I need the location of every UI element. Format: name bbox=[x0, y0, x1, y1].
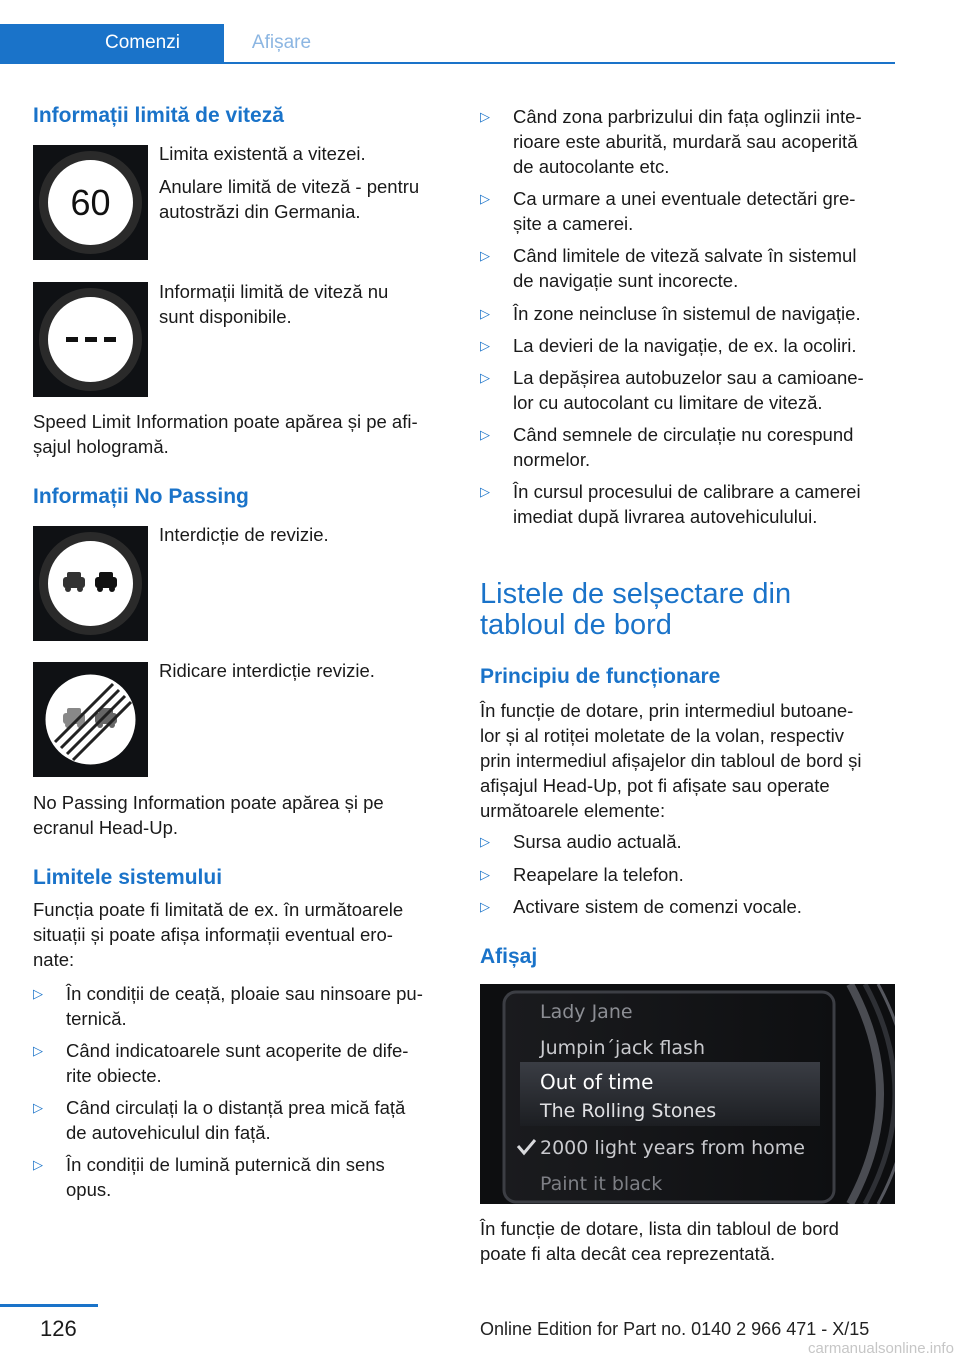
page-number: 126 bbox=[40, 1316, 77, 1341]
hud-nopass-text-a: No Passing Information poate apărea și pe bbox=[33, 792, 384, 813]
bullet-triangle-icon: ▷ bbox=[33, 1157, 43, 1172]
sign60-text-1: Limita existentă a vitezei. bbox=[159, 143, 366, 164]
principle-text-b: lor și al rotiței moletate de la volan, respectiv bbox=[480, 725, 845, 746]
tab-afisare[interactable]: Afișare bbox=[251, 32, 312, 53]
signdash-text-2: sunt disponibile. bbox=[159, 306, 292, 327]
heading-selection-lists-2: tabloul de bord bbox=[480, 609, 672, 641]
tab-comenzi[interactable]: Comenzi bbox=[0, 24, 224, 62]
bullet-triangle-icon: ▷ bbox=[33, 1043, 43, 1058]
speed-limit-unavailable-sign-image bbox=[33, 282, 148, 397]
bullet-triangle-icon: ▷ bbox=[480, 484, 490, 499]
heading-display: Afișaj bbox=[480, 945, 538, 968]
limits-text-b: situații și poate afișa informații eventual ero‐ bbox=[33, 924, 393, 945]
sign60-text-2b: autostrăzi din Germania. bbox=[159, 201, 361, 222]
bullet-triangle-icon: ▷ bbox=[480, 867, 490, 882]
bullet-triangle-icon: ▷ bbox=[480, 370, 490, 385]
heading-system-limits: Limitele sistemului bbox=[33, 866, 223, 889]
nopass-end-text: Ridicare interdicție revizie. bbox=[159, 660, 375, 681]
display-item-jumpin-jack-flash: Jumpin´jack flash bbox=[540, 1037, 705, 1059]
heading-no-passing-info: Informații No Passing bbox=[33, 485, 249, 508]
bullet-triangle-icon: ▷ bbox=[480, 338, 490, 353]
edition-text: Online Edition for Part no. 0140 2 966 471 - X/15 bbox=[480, 1319, 870, 1339]
bullet-triangle-icon: ▷ bbox=[480, 427, 490, 442]
display-item-paint-it-black: Paint it black bbox=[540, 1173, 663, 1195]
display-item-2000-light-years: 2000 light years from home bbox=[540, 1137, 805, 1159]
heading-selection-lists-1: Listele de selșectare din bbox=[480, 578, 792, 610]
bullet-triangle-icon: ▷ bbox=[480, 306, 490, 321]
bullet-triangle-icon: ▷ bbox=[480, 191, 490, 206]
display-item-lady-jane: Lady Jane bbox=[540, 1001, 633, 1023]
signdash-text-1: Informații limită de viteză nu bbox=[159, 281, 389, 302]
section-tabbar bbox=[0, 24, 895, 64]
bullet-triangle-icon: ▷ bbox=[33, 1100, 43, 1115]
limits-text-a: Funcția poate fi limitată de ex. în următoarele bbox=[33, 899, 404, 920]
bullet-triangle-icon: ▷ bbox=[480, 248, 490, 263]
sign-number-60: 60 bbox=[70, 182, 111, 223]
display-caption-a: În funcție de dotare, lista din tabloul de bord bbox=[480, 1218, 839, 1239]
heading-operating-principle: Principiu de funcționare bbox=[480, 665, 721, 688]
hud-speed-text-a: Speed Limit Information poate apărea și pe afi‐ bbox=[33, 411, 418, 432]
bullet-triangle-icon: ▷ bbox=[480, 109, 490, 124]
principle-text-c: prin intermediul afișajelor din tabloul de bord și bbox=[480, 750, 862, 771]
heading-speed-limit-info: Informații limită de viteză bbox=[33, 104, 284, 127]
instrument-cluster-list-image bbox=[480, 984, 895, 1204]
hud-speed-text-b: șajul hologramă. bbox=[33, 436, 169, 457]
end-no-passing-sign-image bbox=[33, 662, 148, 777]
display-item-out-of-time: Out of time bbox=[540, 1070, 654, 1094]
principle-text-d: afișajul Head-Up, pot fi afișate sau operate bbox=[480, 775, 830, 796]
principle-text-a: În funcție de dotare, prin intermediul butoane‐ bbox=[480, 700, 854, 721]
display-caption-b: poate fi alta decât cea reprezentată. bbox=[480, 1243, 776, 1264]
hud-nopass-text-b: ecranul Head-Up. bbox=[33, 817, 178, 838]
bullet-triangle-icon: ▷ bbox=[480, 834, 490, 849]
nopass-text: Interdicție de revizie. bbox=[159, 524, 329, 545]
no-passing-sign-image bbox=[33, 526, 148, 641]
speed-limit-60-sign-image bbox=[33, 145, 148, 260]
sign60-text-2a: Anulare limită de viteză - pentru bbox=[159, 176, 420, 197]
footer-accent-line bbox=[0, 1304, 98, 1307]
principle-text-e: următoarele elemente: bbox=[480, 800, 666, 821]
watermark: carmanualsonline.info bbox=[808, 1340, 954, 1357]
display-item-rolling-stones: The Rolling Stones bbox=[540, 1100, 717, 1122]
limits-text-c: nate: bbox=[33, 949, 75, 970]
bullet-triangle-icon: ▷ bbox=[33, 986, 43, 1001]
bullet-triangle-icon: ▷ bbox=[480, 899, 490, 914]
